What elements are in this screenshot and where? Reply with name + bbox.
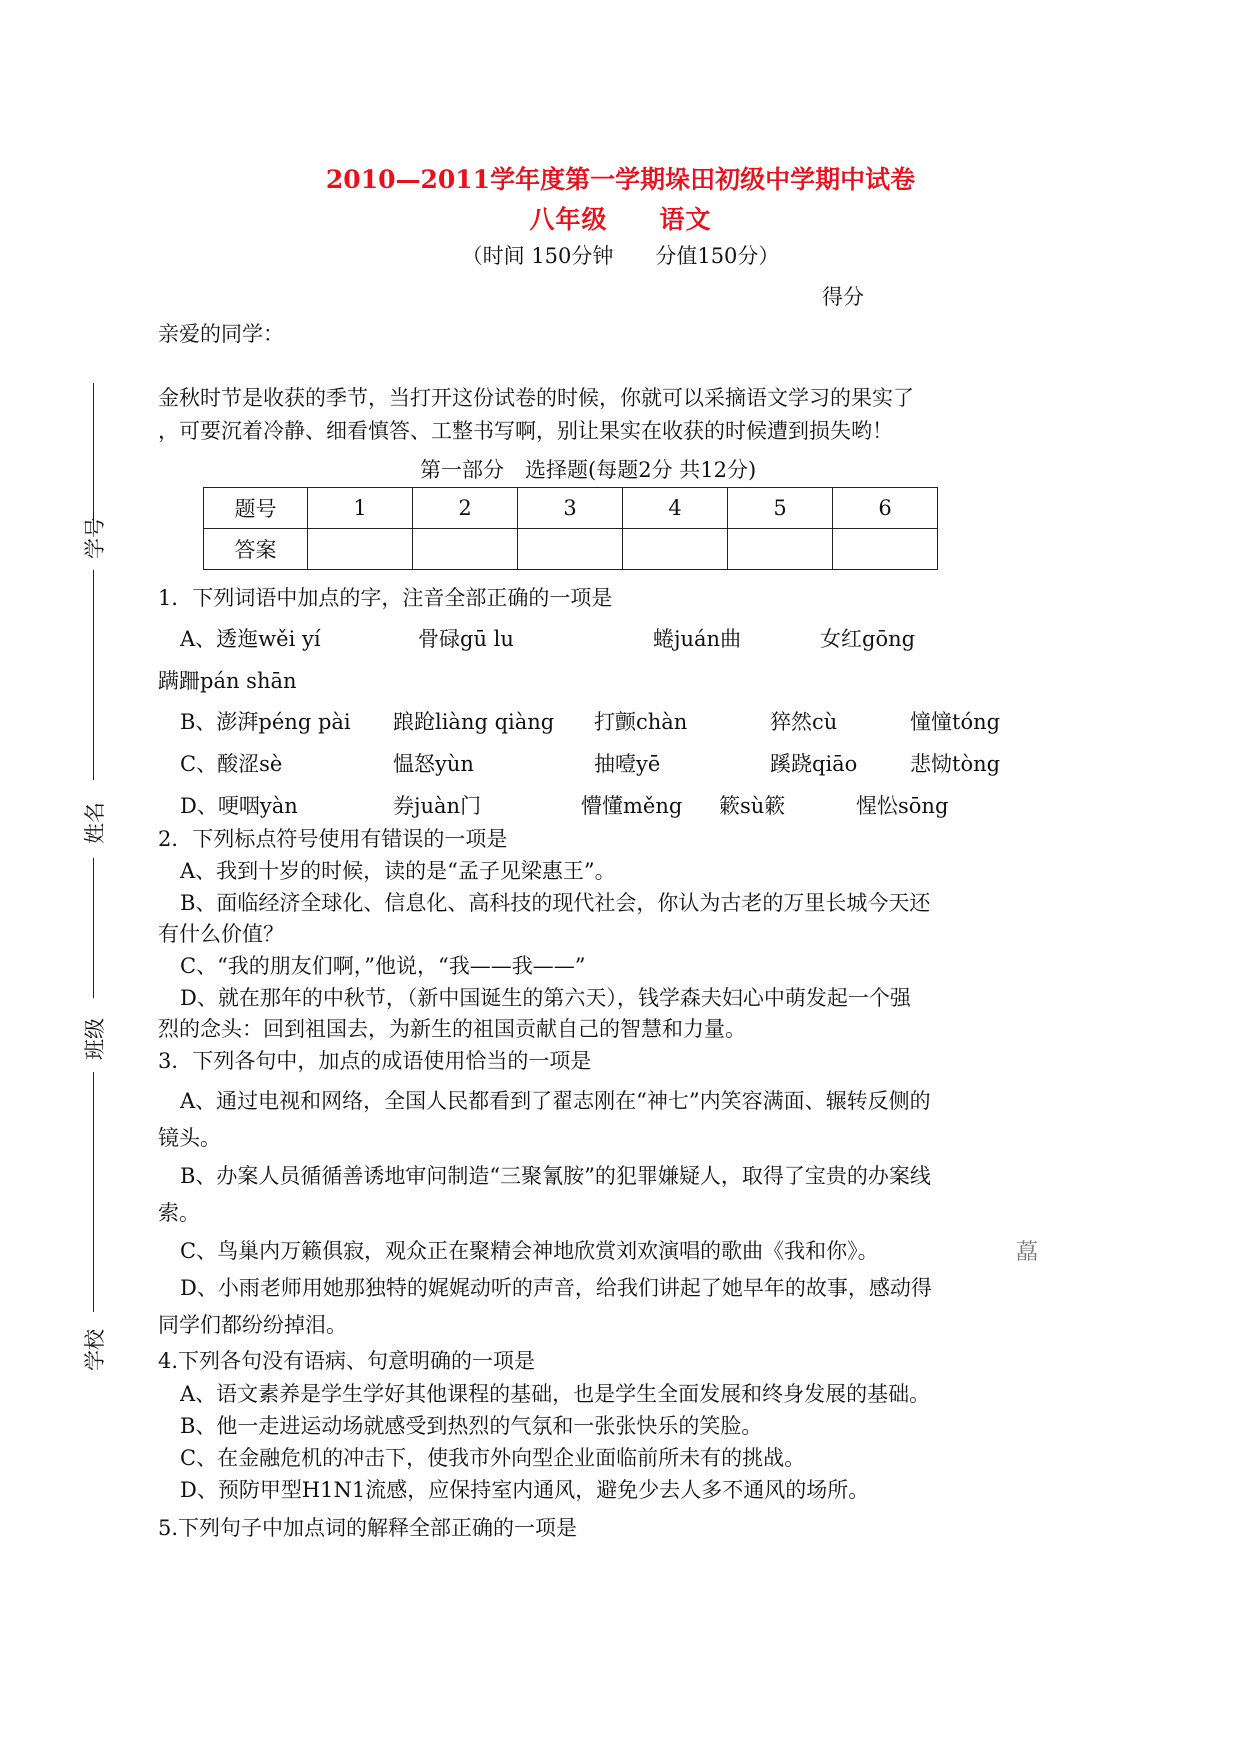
answer-cell[interactable] (833, 529, 938, 570)
q1-option-a-3: 蜷juán曲 (653, 627, 742, 651)
q1-option-d-2: 券juàn门 (393, 794, 482, 818)
answer-cell[interactable] (413, 529, 518, 570)
q1-option-c-5: 悲恸tòng (910, 752, 1001, 776)
q1-option-d-4: 簌sù簌 (719, 794, 786, 818)
q1-option-d-1: D、哽咽yàn (180, 794, 298, 818)
answer-cell[interactable] (728, 529, 833, 570)
q2-option-d-line-2: 烈的念头：回到祖国去，为新生的祖国贡献自己的智慧和力量。 (158, 1017, 746, 1041)
intro-line-2: ，可要沉着冷静、细看慎答、工整书写啊，别让果实在收获的时候遭到损失哟！ (158, 419, 893, 443)
q1-option-d-3: 懵懂měng (581, 794, 683, 818)
q2-option-b-line-1: B、面临经济全球化、信息化、高科技的现代社会，你认为古老的万里长城今天还 (180, 891, 931, 915)
q4-option-d: D、预防甲型H1N1流感，应保持室内通风，避免少去人多不通风的场所。 (180, 1478, 870, 1502)
q1-option-a-5: 蹒跚pán shān (158, 669, 297, 693)
binding-line-name (93, 570, 94, 780)
q3-option-d-line-2: 同学们都纷纷掉泪。 (158, 1313, 347, 1337)
q1-option-b-3: 打颤chàn (594, 710, 688, 734)
table-row (204, 529, 938, 570)
q1-option-c-3: 抽噎yē (594, 752, 661, 776)
q1-option-a-2: 骨碌gū lu (418, 627, 514, 651)
q2-option-d-line-1: D、就在那年的中秋节，（新中国诞生的第六天），钱学森夫妇心中萌发起一个强 (180, 986, 911, 1010)
q3-option-a-line-1: A、通过电视和网络，全国人民都看到了翟志刚在“神七”内笑容满面、辗转反侧的 (180, 1089, 931, 1113)
question-number-cell: 5 (728, 488, 833, 529)
binding-label-student-no: 学号 (83, 517, 107, 559)
exam-subtitle: 八年级 语文 (529, 205, 712, 234)
q3-option-b-line-1: B、办案人员循循善诱地审问制造“三聚氰胺”的犯罪嫌疑人，取得了宝贵的办案线 (180, 1164, 931, 1188)
score-label: 得分 (822, 285, 864, 309)
answer-table (203, 487, 938, 570)
q1-option-b-4: 猝然cù (770, 710, 838, 734)
q3-option-b-line-2: 索。 (158, 1201, 200, 1225)
binding-line-school (93, 1072, 94, 1312)
question-number-cell: 3 (518, 488, 623, 529)
q3-option-c: C、鸟巢内万籁俱寂，观众正在聚精会神地欣赏刘欢演唱的歌曲《我和你》。 (180, 1239, 879, 1263)
binding-line-class (93, 858, 94, 998)
question-number-cell: 2 (413, 488, 518, 529)
q3-option-d-line-1: D、小雨老师用她那独特的娓娓动听的声音，给我们讲起了她早年的故事，感动得 (180, 1276, 932, 1300)
question-number-cell: 6 (833, 488, 938, 529)
q4-option-c: C、在金融危机的冲击下，使我市外向型企业面临前所未有的挑战。 (180, 1446, 806, 1470)
q1-stem: 1．下列词语中加点的字，注音全部正确的一项是 (158, 586, 613, 610)
q2-option-b-line-2: 有什么价值？ (158, 922, 284, 946)
q1-option-b-5: 憧憧tóng (910, 710, 1001, 734)
answer-cell[interactable] (623, 529, 728, 570)
binding-label-school: 学校 (83, 1329, 107, 1371)
binding-line-student-no (93, 383, 94, 530)
q2-stem: 2．下列标点符号使用有错误的一项是 (158, 827, 508, 851)
q1-option-d-5: 惺忪sōng (856, 794, 949, 818)
q2-option-c: C、“我的朋友们啊，”他说，“我——我——” (180, 954, 586, 978)
answer-cell[interactable] (518, 529, 623, 570)
q2-option-a: A、我到十岁的时候，读的是“孟子见梁惠王”。 (180, 859, 616, 883)
exam-title: 2010—2011学年度第一学期垛田初级中学期中试卷 (325, 165, 916, 194)
binding-label-class: 班级 (83, 1018, 107, 1060)
q3-stem: 3．下列各句中，加点的成语使用恰当的一项是 (158, 1049, 592, 1073)
q1-option-c-2: 愠怒yùn (393, 752, 474, 776)
q4-stem: 4.下列各句没有语病、句意明确的一项是 (158, 1349, 536, 1373)
q3-stray-mark: 藠 (1016, 1240, 1039, 1265)
question-number-cell: 4 (623, 488, 728, 529)
table-header-cell: 题号 (204, 488, 308, 529)
q4-option-b: B、他一走进运动场就感受到热烈的气氛和一张张快乐的笑脸。 (180, 1414, 763, 1438)
greeting: 亲爱的同学： (158, 322, 284, 346)
table-row (204, 488, 938, 529)
binding-label-name: 姓名 (83, 802, 107, 844)
intro-line-1: 金秋时节是收获的季节，当打开这份试卷的时候，你就可以采摘语文学习的果实了 (158, 386, 914, 410)
question-number-cell: 1 (308, 488, 413, 529)
table-header-cell: 答案 (204, 529, 308, 570)
q1-option-a-4: 女红gōng (820, 627, 916, 651)
q4-option-a: A、语文素养是学生学好其他课程的基础，也是学生全面发展和终身发展的基础。 (180, 1382, 931, 1406)
section-heading: 第一部分 选择题(每题2分 共12分) (420, 458, 757, 482)
q1-option-b-1: B、澎湃péng pài (180, 710, 351, 734)
q1-option-a-1: A、透迤wěi yí (180, 627, 321, 651)
q1-option-b-2: 踉跄liàng qiàng (393, 710, 555, 734)
q3-option-a-line-2: 镜头。 (158, 1126, 221, 1150)
exam-meta: （时间 150分钟 分值150分） (461, 244, 780, 268)
q1-option-c-1: C、酸涩sè (180, 752, 283, 776)
q1-option-c-4: 蹊跷qiāo (770, 752, 858, 776)
answer-cell[interactable] (308, 529, 413, 570)
q5-stem: 5.下列句子中加点词的解释全部正确的一项是 (158, 1516, 578, 1540)
